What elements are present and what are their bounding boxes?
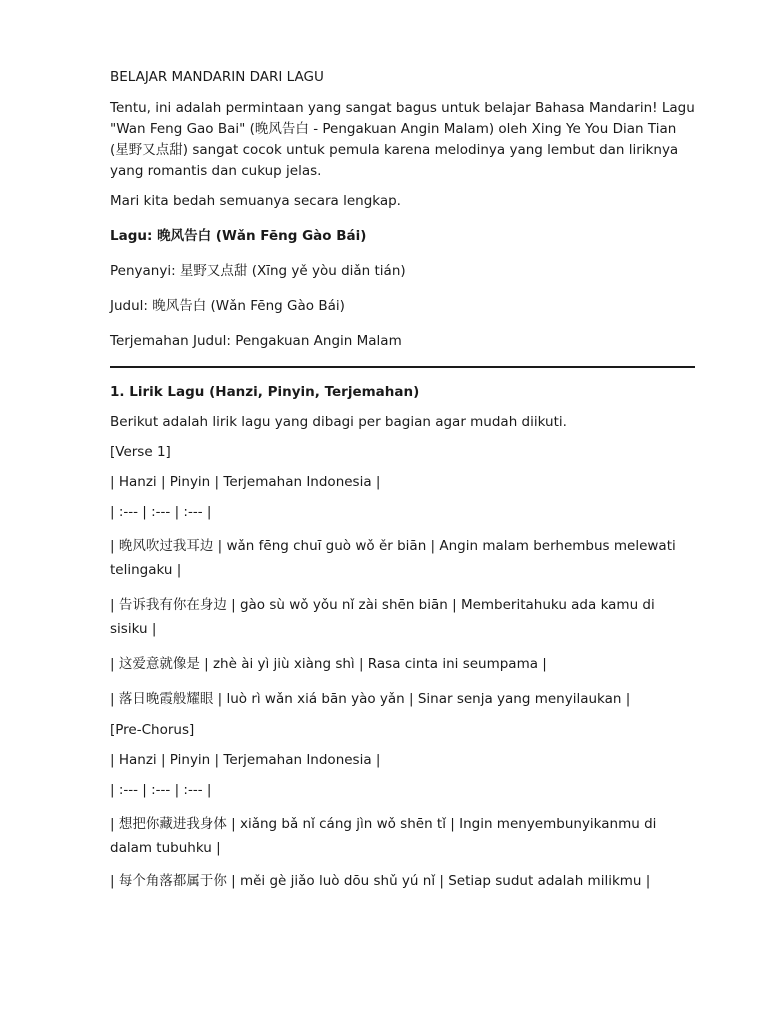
lyric-row: | 想把你藏进我身体 | xiǎng bǎ nǐ cáng jìn wǒ shēn tǐ | Ingin menyembunyikanmu di dalam tubuhku | xyxy=(110,816,657,856)
intro-paragraph: Tentu, ini adalah permintaan yang sangat bagus untuk belajar Bahasa Mandarin! Lagu "Wan Feng Gao Bai" (晚风告白 - Pengakuan Angin Malam) oleh Xing Ye You Dian Tian (星野又点甜) sangat cocok untuk pemula karena melodinya yang lembut dan liriknya yang romantis dan cukup jelas. xyxy=(110,100,695,179)
prechorus-label: [Pre-Chorus] xyxy=(110,722,195,738)
lyric-row: | 每个角落都属于你 | měi gè jiǎo luò dōu shǔ yú nǐ | Setiap sudut adalah milikmu | xyxy=(110,873,651,889)
section-heading: 1. Lirik Lagu (Hanzi, Pinyin, Terjemahan) xyxy=(110,384,420,400)
prechorus-header-row: | Hanzi | Pinyin | Terjemahan Indonesia | xyxy=(110,752,381,768)
section-divider xyxy=(110,366,695,368)
title-line: Judul: 晚风告白 (Wǎn Fēng Gào Bái) xyxy=(110,298,345,314)
verse1-header-row: | Hanzi | Pinyin | Terjemahan Indonesia | xyxy=(110,474,381,490)
lyric-row: | 这爱意就像是 | zhè ài yì jiù xiàng shì | Rasa cinta ini seumpama | xyxy=(110,656,547,672)
lyric-row: | 告诉我有你在身边 | gào sù wǒ yǒu nǐ zài shēn biān | Memberitahuku ada kamu di sisiku | xyxy=(110,597,655,637)
verse1-separator-row: | :--- | :--- | :--- | xyxy=(110,504,212,520)
document-title: BELAJAR MANDARIN DARI LAGU xyxy=(110,69,324,85)
verse1-label: [Verse 1] xyxy=(110,444,171,460)
section-description: Berikut adalah lirik lagu yang dibagi per bagian agar mudah diikuti. xyxy=(110,414,567,430)
lyric-row: | 晚风吹过我耳边 | wǎn fēng chuī guò wǒ ěr biān | Angin malam berhembus melewati telingaku | xyxy=(110,538,676,578)
lead-paragraph: Mari kita bedah semuanya secara lengkap. xyxy=(110,193,401,209)
lyric-row: | 落日晚霞般耀眼 | luò rì wǎn xiá bān yào yǎn | Sinar senja yang menyilaukan | xyxy=(110,691,631,707)
singer-line: Penyanyi: 星野又点甜 (Xīng yě yòu diǎn tián) xyxy=(110,263,406,279)
translation-line: Terjemahan Judul: Pengakuan Angin Malam xyxy=(110,333,402,349)
song-line: Lagu: 晚风告白 (Wǎn Fēng Gào Bái) xyxy=(110,228,367,244)
prechorus-separator-row: | :--- | :--- | :--- | xyxy=(110,782,212,798)
document-page xyxy=(110,67,695,893)
